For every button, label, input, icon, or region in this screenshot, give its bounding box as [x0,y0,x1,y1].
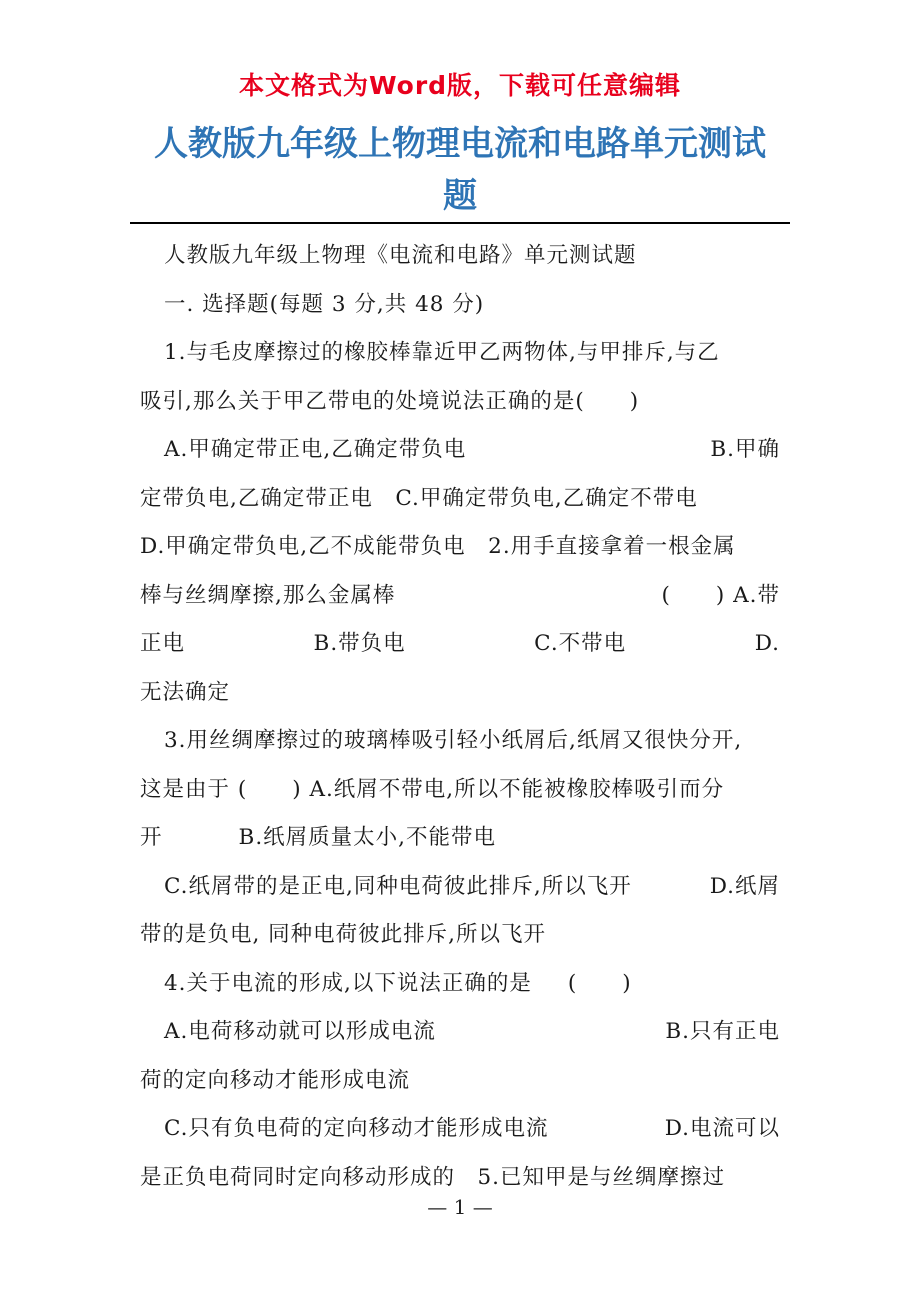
text-line [140,960,780,1009]
line-segment: D.甲确定带负电,乙不成能带负电 2.用手直接拿着一根金属 [140,534,736,559]
line-segment: C.不带电 [534,631,627,656]
line-segment: B.只有正电 [665,1019,780,1044]
line-segment: 带的是负电, 同种电荷彼此排斥,所以飞开 [140,922,547,947]
line-segment: 一. 选择题(每题 3 分,共 48 分) [164,291,485,317]
text-line [140,1105,780,1154]
text-line [140,281,780,330]
text-line [140,378,780,427]
text-line [140,911,780,960]
text-line [140,572,780,621]
line-segment: ( ) A.带 [661,582,780,608]
title-line-1: 人教版九年级上物理电流和电路单元测试 [154,124,766,164]
line-segment: C.只有负电荷的定向移动才能形成电流 [164,1116,549,1141]
line-segment: 人教版九年级上物理《电流和电路》单元测试题 [164,243,637,268]
line-segment: 开 [140,825,163,850]
text-line [140,523,780,572]
text-line [140,1057,780,1106]
title-line-2: 题 [443,176,477,216]
text-line [140,863,780,912]
line-segment: D.纸屑 [709,873,780,899]
page-title [130,118,790,222]
line-segment: 荷的定向移动才能形成电流 [140,1067,411,1093]
text-line [140,232,780,281]
text-line [140,766,780,815]
line-segment: A.甲确定带正电,乙确定带负电 [164,437,467,462]
line-segment: D. [754,631,780,656]
title-divider [130,222,790,224]
line-segment: 4.关于电流的形成,以下说法正确的是 [164,970,532,996]
line-segment: C.纸屑带的是正电,同种电荷彼此排斥,所以飞开 [164,873,632,899]
text-line [140,717,780,766]
format-notice: 本文格式为Word版，下载可任意编辑 [238,71,682,100]
line-segment: 吸引,那么关于甲乙带电的处境说法正确的是( ) [140,388,640,414]
text-line [140,620,780,669]
text-line [140,329,780,378]
line-segment: A.电荷移动就可以形成电流 [164,1019,436,1044]
line-segment: B.甲确 [710,437,780,462]
line-segment: ( ) [567,970,632,996]
line-segment: 无法确定 [140,679,231,705]
text-line [140,1008,780,1057]
text-line [140,475,780,524]
line-segment: 这是由于 ( ) A.纸屑不带电,所以不能被橡胶棒吸引而分 [140,776,725,802]
line-segment: D.电流可以 [664,1116,780,1141]
line-segment: B.纸屑质量太小,不能带电 [238,825,496,850]
line-segment: 定带负电,乙确定带正电 C.甲确定带负电,乙确定不带电 [140,485,698,511]
line-segment: 棒与丝绸摩擦,那么金属棒 [140,582,396,608]
page-number: — 1 — [427,1195,493,1219]
line-segment: 是正负电荷同时定向移动形成的 5.已知甲是与丝绸摩擦过 [140,1164,726,1190]
document-body [140,232,780,1202]
text-line [140,426,780,475]
text-line [140,669,780,718]
line-segment: 3.用丝绸摩擦过的玻璃棒吸引轻小纸屑后,纸屑又很快分开, [164,728,743,753]
line-segment: 正电 [140,631,186,656]
text-line [140,814,780,863]
line-segment: 1.与毛皮摩擦过的橡胶棒靠近甲乙两物体,与甲排斥,与乙 [164,340,720,365]
line-segment: B.带负电 [313,631,406,656]
